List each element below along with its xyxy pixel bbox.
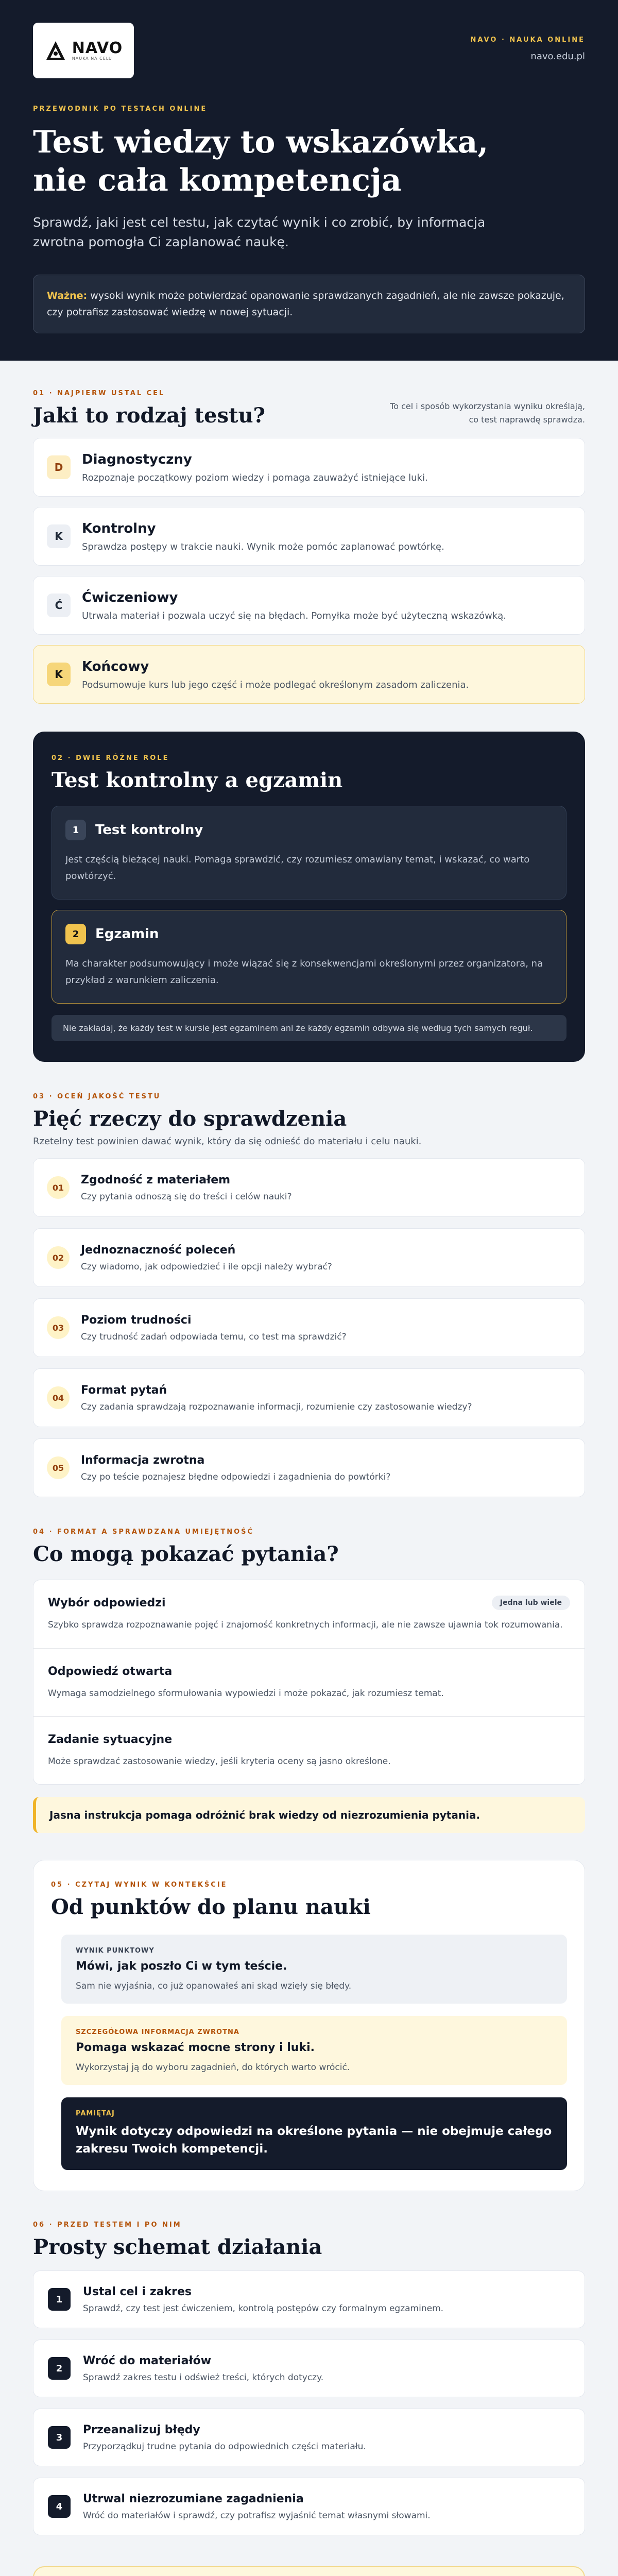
format-title: Wybór odpowiedzi	[48, 1597, 166, 1609]
test-type-card[interactable]	[33, 576, 585, 635]
test-type-desc: Utrwala materiał i pozwala uczyć się na błędach. Pomyłka może być użyteczną wskazówką.	[82, 610, 507, 621]
quality-item	[33, 1228, 585, 1287]
test-type-card-highlight[interactable]	[33, 645, 585, 704]
quality-item	[33, 1368, 585, 1427]
step-title: Wróć do materiałów	[83, 2354, 212, 2367]
hero-note-label: Ważne:	[47, 290, 88, 301]
step-number: 3	[48, 2426, 71, 2449]
test-type-title: Diagnostyczny	[82, 451, 192, 467]
step-item	[33, 2340, 585, 2397]
quality-desc: Czy trudność zadań odpowiada temu, co test ma sprawdzić?	[81, 1331, 347, 1342]
plan-box-score	[61, 1935, 567, 2004]
format-desc: Wymaga samodzielnego sformułowania wypowiedzi i może pokazać, jak rozumiesz temat.	[48, 1688, 444, 1699]
role-title: Egzamin	[95, 926, 159, 942]
test-type-list	[33, 438, 585, 704]
step-desc: Przyporządkuj trudne pytania do odpowiednich części materiału.	[83, 2441, 366, 2452]
role-desc: Ma charakter podsumowujący i może wiązać się z konsekwencjami określonymi przez organizatora, na przykład z warunkiem zaliczenia.	[65, 958, 543, 986]
letter-badge: K	[47, 663, 71, 686]
hero-note-text: wysoki wynik może potwierdzać opanowanie sprawdzanych zagadnień, ale nie zawsze pokazuje, czy potrafisz zastosować wiedzę w nowej sytuacji.	[47, 290, 564, 318]
step-item	[33, 2409, 585, 2466]
hero-lead: Sprawdź, jaki jest cel testu, jak czytać wynik i co zrobić, by informacja zwrotna pomogła Ci zaplanować naukę.	[33, 215, 486, 249]
plan-box-kicker: SZCZEGÓŁOWA INFORMACJA ZWROTNA	[76, 2028, 239, 2036]
test-type-desc: Podsumowuje kurs lub jego część i może podlegać określonym zasadom zaliczenia.	[82, 679, 469, 690]
quality-number: 02	[47, 1246, 70, 1269]
section-kicker: 05 · CZYTAJ WYNIK W KONTEKŚCIE	[51, 1881, 228, 1889]
step-desc: Wróć do materiałów i sprawdź, czy potrafisz wyjaśnić temat własnymi słowami.	[83, 2510, 431, 2521]
plan-box-kicker: WYNIK PUNKTOWY	[76, 1947, 154, 1955]
letter-badge: D	[47, 455, 71, 479]
hero	[0, 0, 618, 361]
test-type-title: Końcowy	[82, 658, 149, 674]
section-steps	[0, 2191, 618, 2535]
quality-number: 01	[47, 1176, 70, 1199]
role-title: Test kontrolny	[95, 822, 203, 838]
test-type-title: Ćwiczeniowy	[82, 589, 178, 605]
test-type-title: Kontrolny	[82, 520, 156, 536]
role-desc: Jest częścią bieżącej nauki. Pomaga sprawdzić, czy rozumiesz omawiany temat, i wskazać, co warto powtórzyć.	[65, 854, 530, 882]
logo-text	[72, 41, 123, 61]
quality-number: 05	[47, 1456, 70, 1479]
hero-note	[33, 275, 585, 333]
section-title: Pięć rzeczy do sprawdzenia	[33, 1107, 347, 1131]
hero-title-line1: Test wiedzy to wskazówka,	[33, 124, 489, 160]
section-kicker: 02 · DWIE RÓŻNE ROLE	[52, 754, 169, 762]
role-footnote: Nie zakładaj, że każdy test w kursie jest egzaminem ani że każdy egzamin odbywa się według tych samych reguł.	[52, 1015, 566, 1041]
header-kicker: NAVO · NAUKA ONLINE	[470, 36, 585, 44]
header-url[interactable]: navo.edu.pl	[530, 51, 585, 62]
plan-box-title: Wynik dotyczy odpowiedzi na określone pytania — nie obejmuje całego zakresu Twoich kompetencji.	[76, 2125, 552, 2156]
format-title: Zadanie sytuacyjne	[48, 1733, 173, 1746]
format-list	[33, 1580, 585, 1785]
plan-box-title: Pomaga wskazać mocne strony i luki.	[76, 2041, 315, 2054]
role-card	[52, 806, 566, 900]
format-item	[33, 1648, 585, 1716]
test-type-desc: Rozpoznaje początkowy poziom wiedzy i pomaga zauważyć istniejące luki.	[82, 472, 428, 483]
quality-number: 04	[47, 1386, 70, 1409]
letter-badge: K	[47, 524, 71, 548]
format-item	[33, 1716, 585, 1784]
quality-title: Poziom trudności	[81, 1313, 192, 1327]
logo-name: NAVO	[72, 39, 123, 57]
section-side-note: To cel i sposób wykorzystania wyniku określają, co test naprawdę sprawdza.	[390, 401, 585, 425]
plan-box-desc: Wykorzystaj ją do wyboru zagadnień, do których warto wrócić.	[76, 2062, 350, 2073]
header-meta	[470, 36, 585, 62]
plan-box-desc: Sam nie wyjaśnia, co już opanowałeś ani skąd wzięły się błędy.	[76, 1981, 352, 1991]
format-pill: Jedna lub wiele	[492, 1596, 570, 1610]
step-desc: Sprawdź zakres testu i odśwież treści, których dotyczy.	[83, 2372, 324, 2383]
letter-badge: Ć	[47, 594, 71, 617]
section-plan	[33, 1860, 585, 2191]
section-control-vs-exam	[33, 732, 585, 1062]
step-item	[33, 2270, 585, 2328]
format-title: Odpowiedź otwarta	[48, 1665, 173, 1678]
step-title: Utrwal niezrozumiane zagadnienia	[83, 2492, 304, 2505]
role-card-highlight	[52, 910, 566, 1004]
role-number: 1	[65, 820, 86, 840]
test-type-desc: Sprawdza postępy w trakcie nauki. Wynik może pomóc zaplanować powtórkę.	[82, 541, 444, 552]
role-number: 2	[65, 924, 86, 944]
step-title: Ustal cel i zakres	[83, 2285, 192, 2298]
step-number: 2	[48, 2357, 71, 2380]
section-title: Jaki to rodzaj testu?	[33, 403, 265, 428]
section-lead: Rzetelny test powinien dawać wynik, który da się odnieść do materiału i celu nauki.	[33, 1136, 422, 1147]
step-desc: Sprawdź, czy test jest ćwiczeniem, kontrolą postępów czy formalnym egzaminem.	[83, 2303, 444, 2314]
format-item	[33, 1580, 585, 1648]
section-title: Test kontrolny a egzamin	[52, 768, 343, 792]
navo-logo-icon	[44, 39, 67, 62]
section-quality	[0, 1062, 618, 1497]
step-number: 4	[48, 2495, 71, 2518]
quality-desc: Czy zadania sprawdzają rozpoznawanie informacji, rozumienie czy zastosowanie wiedzy?	[81, 1401, 472, 1412]
hero-title-line2: nie cała kompetencja	[33, 162, 402, 198]
plan-box-kicker: PAMIĘTAJ	[76, 2110, 115, 2117]
plan-box-feedback	[61, 2016, 567, 2085]
section-kicker: 06 · PRZED TESTEM I PO NIM	[33, 2221, 182, 2229]
step-number: 1	[48, 2288, 71, 2311]
quality-title: Zgodność z materiałem	[81, 1173, 231, 1187]
section-kicker: 04 · FORMAT A SPRAWDZANA UMIEJĘTNOŚĆ	[33, 1528, 254, 1536]
quality-desc: Czy wiadomo, jak odpowiedzieć i ile opcji należy wybrać?	[81, 1261, 332, 1272]
plan-box-title: Mówi, jak poszło Ci w tym teście.	[76, 1960, 287, 1973]
quality-list	[33, 1158, 585, 1497]
section-title: Od punktów do planu nauki	[51, 1895, 371, 1919]
logo-tagline: NAUKA NA CELU	[72, 56, 112, 61]
section-formats	[0, 1497, 618, 1833]
hero-title	[33, 123, 548, 199]
quality-title: Informacja zwrotna	[81, 1453, 205, 1467]
format-desc: Może sprawdzać zastosowanie wiedzy, jeśli kryteria oceny są jasno określone.	[48, 1756, 391, 1767]
section-test-types	[0, 361, 618, 704]
section-kicker: 03 · OCEŃ JAKOŚĆ TESTU	[33, 1093, 161, 1100]
plan-box-remember	[61, 2097, 567, 2170]
logo[interactable]	[33, 23, 134, 78]
section-title: Co mogą pokazać pytania?	[33, 1542, 339, 1566]
quality-item	[33, 1298, 585, 1357]
quality-desc: Czy po teście poznajesz błędne odpowiedzi i zagadnienia do powtórki?	[81, 1471, 391, 1482]
section-course	[33, 2566, 585, 2576]
step-title: Przeanalizuj błędy	[83, 2423, 200, 2436]
step-item	[33, 2478, 585, 2535]
quality-number: 03	[47, 1316, 70, 1339]
test-type-card[interactable]	[33, 507, 585, 566]
section-kicker: 01 · NAJPIERW USTAL CEL	[33, 389, 165, 397]
format-desc: Szybko sprawdza rozpoznawanie pojęć i znajomość konkretnych informacji, ale nie zawsze ujawnia tok rozumowania.	[48, 1620, 563, 1630]
section-title: Prosty schemat działania	[33, 2235, 322, 2259]
quality-item	[33, 1158, 585, 1217]
hero-kicker: PRZEWODNIK PO TESTACH ONLINE	[33, 105, 208, 113]
quality-title: Jednoznaczność poleceń	[81, 1243, 236, 1257]
test-type-card[interactable]	[33, 438, 585, 497]
quality-item	[33, 1438, 585, 1497]
format-callout: Jasna instrukcja pomaga odróżnić brak wiedzy od niezrozumienia pytania.	[33, 1797, 585, 1833]
quality-desc: Czy pytania odnoszą się do treści i celów nauki?	[81, 1191, 292, 1202]
quality-title: Format pytań	[81, 1383, 167, 1397]
